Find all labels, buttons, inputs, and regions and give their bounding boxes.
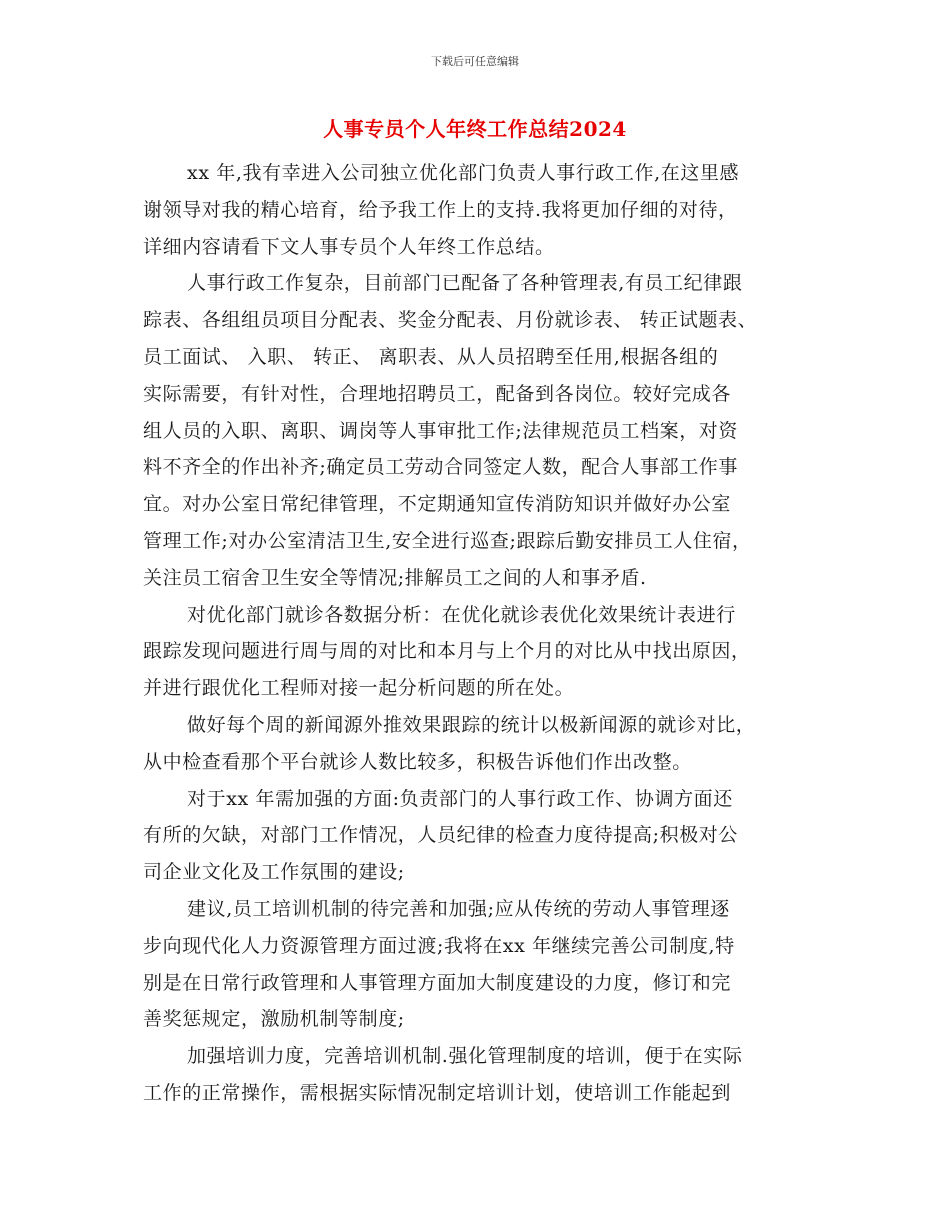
paragraph-line: xx 年,我有幸进入公司独立优化部门负责人事行政工作,在这里感 xyxy=(187,162,740,184)
paragraph xyxy=(143,1038,823,1112)
paragraph xyxy=(143,265,823,596)
paragraph-line: 别是在日常行政管理和人事管理方面加大制度建设的力度，修订和完 xyxy=(143,971,732,994)
paragraph-line: 宜。对办公室日常纪律管理，不定期通知宣传消防知识并做好办公室 xyxy=(143,493,732,516)
paragraph-line: 从中检查看那个平台就诊人数比较多，积极告诉他们作出改整。 xyxy=(143,750,692,773)
paragraph-line: 员工面试、 入职、 转正、 离职表、从人员招聘至任用,根据各组的 xyxy=(143,345,719,368)
paragraph-line: 对于xx 年需加强的方面:负责部门的人事行政工作、协调方面还 xyxy=(187,787,733,810)
paragraph-line: 加强培训力度，完善培训机制.强化管理制度的培训，便于在实际 xyxy=(187,1045,743,1068)
paragraph-line: 司企业文化及工作氛围的建设; xyxy=(143,861,405,884)
paragraph-line: 组人员的入职、离职、调岗等人事审批工作;法律规范员工档案，对资 xyxy=(143,419,739,442)
paragraph-line: 步向现代化人力资源管理方面过渡;我将在xx 年继续完善公司制度,特 xyxy=(143,934,735,957)
paragraph-line: 并进行跟优化工程师对接一起分析问题的所在处。 xyxy=(143,677,575,700)
paragraph-line: 关注员工宿舍卫生安全等情况;排解员工之间的人和事矛盾. xyxy=(143,566,647,589)
paragraph-line: 对优化部门就诊各数据分析：在优化就诊表优化效果统计表进行 xyxy=(187,603,736,626)
paragraph xyxy=(143,707,823,781)
paragraph xyxy=(143,597,823,707)
document-title: 人事专员个人年终工作总结2024 xyxy=(323,117,627,141)
paragraph xyxy=(143,781,823,891)
paragraph-line: 详细内容请看下文人事专员个人年终工作总结。 xyxy=(143,235,555,258)
paragraph xyxy=(143,891,823,1038)
paragraph-line: 料不齐全的作出补齐;确定员工劳动合同签定人数，配合人事部工作事 xyxy=(143,456,739,479)
paragraph-line: 善奖惩规定，激励机制等制度; xyxy=(143,1008,405,1031)
paragraph-line: 实际需要，有针对性，合理地招聘员工，配备到各岗位。较好完成各 xyxy=(143,382,732,405)
paragraph-line: 踪表、各组组员项目分配表、奖金分配表、月份就诊表、 转正试题表、 xyxy=(143,309,758,332)
page-header-note: 下载后可任意编辑 xyxy=(431,55,519,68)
paragraph xyxy=(143,155,823,265)
paragraph-line: 建议,员工培训机制的待完善和加强;应从传统的劳动人事管理逐 xyxy=(187,897,730,920)
paragraph-line: 做好每个周的新闻源外推效果跟踪的统计以极新闻源的就诊对比， xyxy=(187,713,756,736)
paragraph-line: 管理工作;对办公室清洁卫生,安全进行巡查;跟踪后勤安排员工人住宿， xyxy=(143,529,752,552)
paragraph-line: 人事行政工作复杂，目前部门已配备了各种管理表,有员工纪律跟 xyxy=(187,272,743,295)
paragraph-line: 跟踪发现问题进行周与周的对比和本月与上个月的对比从中找出原因， xyxy=(143,640,751,663)
document-body xyxy=(143,155,823,1112)
paragraph-line: 有所的欠缺，对部门工作情况，人员纪律的检查力度待提高;积极对公 xyxy=(143,824,739,847)
paragraph-line: 工作的正常操作，需根据实际情况制定培训计划，使培训工作能起到 xyxy=(143,1081,732,1104)
paragraph-line: 谢领导对我的精心培育，给予我工作上的支持.我将更加仔细的对待， xyxy=(143,198,738,221)
